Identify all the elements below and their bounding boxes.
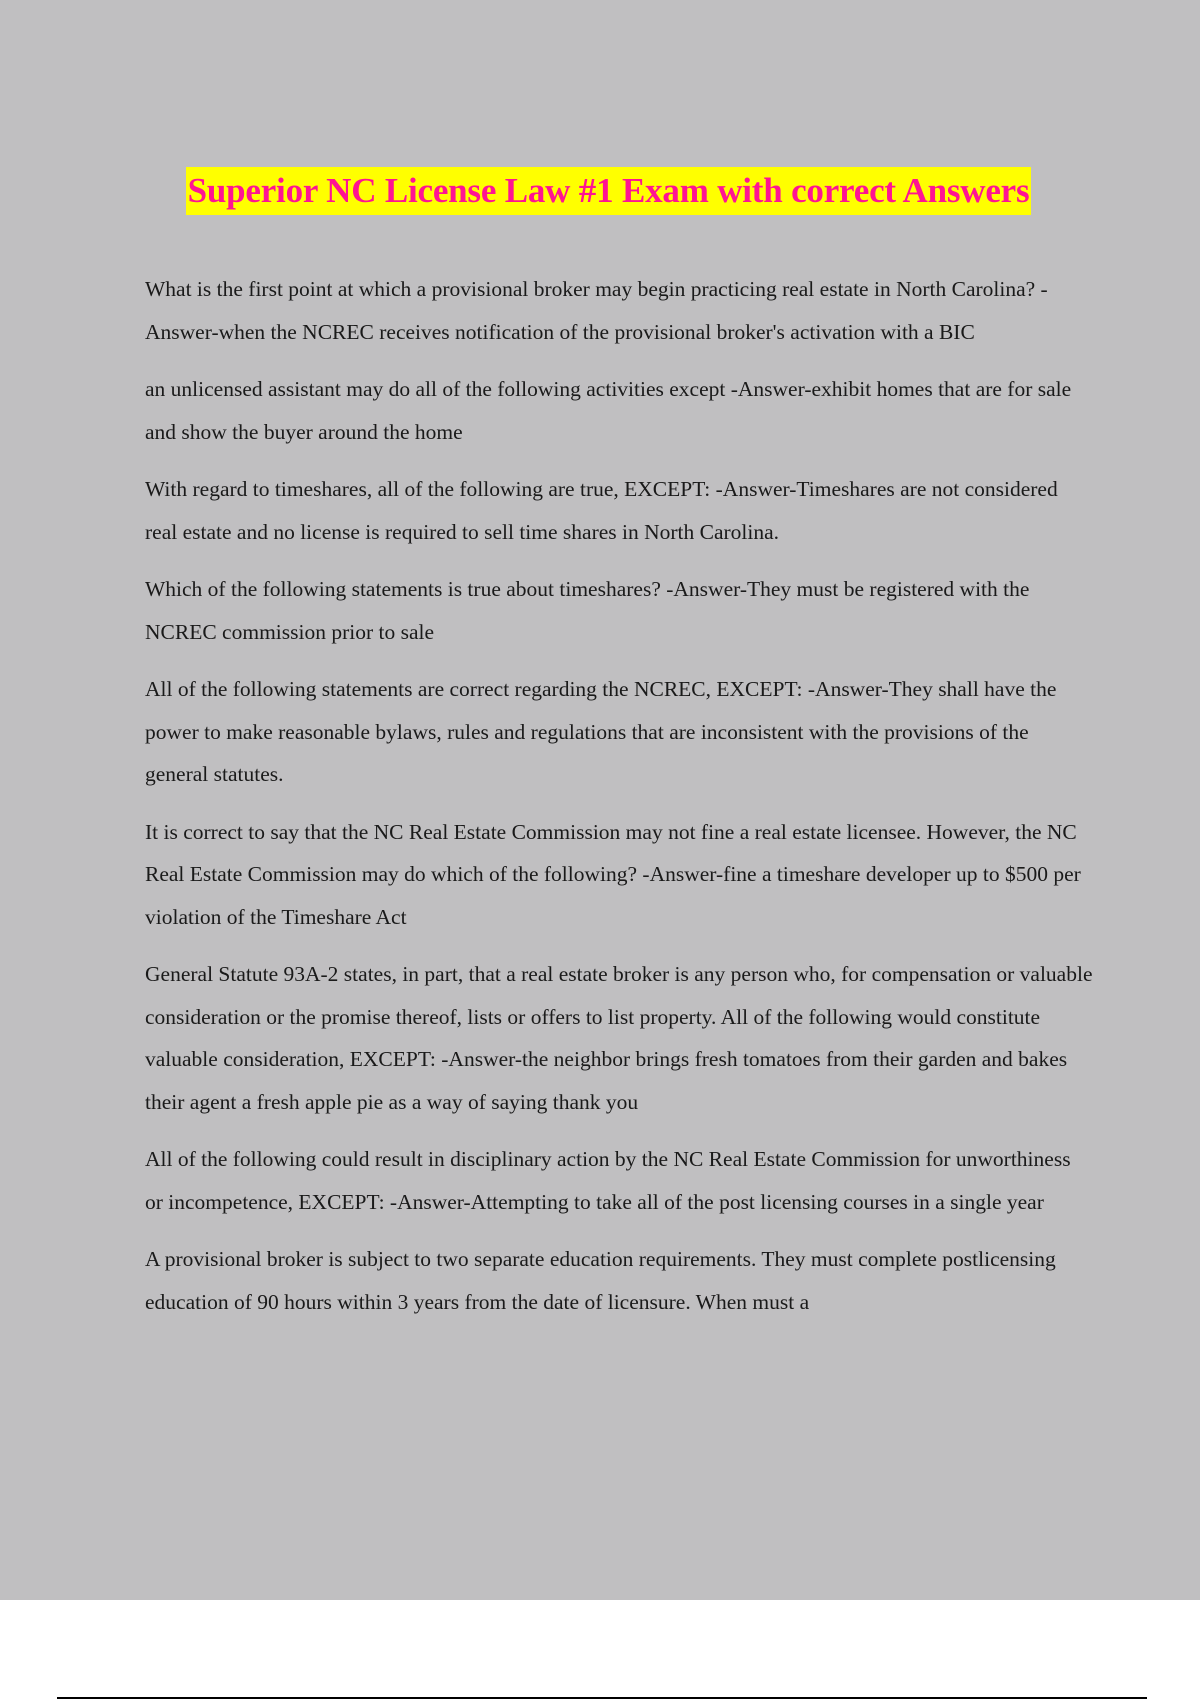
qa-item: It is correct to say that the NC Real Estate Commission may not fine a real estate licensee. However, the NC Real Estate Commission may do which of the following? -Answer-fine a timeshare developer up to $500 per violation of the Timeshare Act [145,819,1081,929]
qa-item: What is the first point at which a provisional broker may begin practicing real estate in North Carolina? -Answer-when the NCREC receives notification of the provisional broker's activation with a BIC [145,277,1048,344]
document-title [0,167,1200,215]
question-answer-list [145,268,1093,1338]
qa-item: All of the following could result in disciplinary action by the NC Real Estate Commission for unworthiness or incompetence, EXCEPT: -Answer-Attempting to take all of the post licensing courses in a single year [145,1147,1071,1214]
qa-item: Which of the following statements is true about timeshares? -Answer-They must be registered with the NCREC commission prior to sale [145,577,1030,644]
document-title-text: Superior NC License Law #1 Exam with correct Answers [186,167,1032,215]
qa-item: A provisional broker is subject to two separate education requirements. They must complete postlicensing education of 90 hours within 3 years from the date of licensure. When must a [145,1247,1056,1314]
qa-item: With regard to timeshares, all of the following are true, EXCEPT: -Answer-Timeshares are not considered real estate and no license is required to sell time shares in North Carolina. [145,477,1058,544]
bottom-divider [57,1697,1147,1699]
qa-item: All of the following statements are correct regarding the NCREC, EXCEPT: -Answer-They shall have the power to make reasonable bylaws, rules and regulations that are inconsistent with the provisions of the general statutes. [145,677,1057,786]
qa-item: an unlicensed assistant may do all of the following activities except -Answer-exhibit homes that are for sale and show the buyer around the home [145,377,1072,444]
qa-item: General Statute 93A-2 states, in part, that a real estate broker is any person who, for compensation or valuable consideration or the promise thereof, lists or offers to list property. All of the following would constitute valuable consideration, EXCEPT: -Answer-the neighbor brings fresh tomatoes from their garden and bakes their agent a fresh apple pie as a way of saying thank you [145,962,1093,1114]
